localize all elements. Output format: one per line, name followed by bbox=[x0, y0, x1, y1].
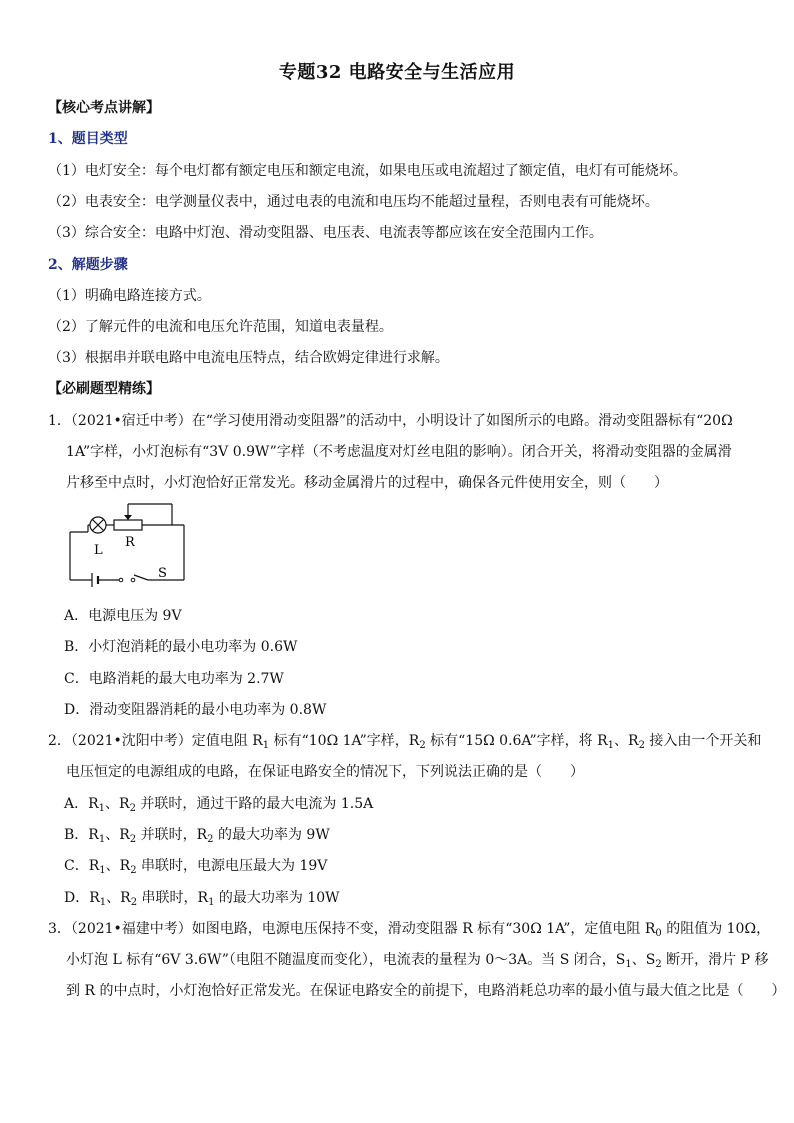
q1-option-a[interactable]: A．电源电压为 9V bbox=[64, 608, 182, 624]
switch-label: S bbox=[158, 566, 167, 581]
q1-option-b[interactable]: B．小灯泡消耗的最小电功率为 0.6W bbox=[64, 639, 298, 655]
page-title: 专题32 电路安全与生活应用 bbox=[278, 62, 516, 83]
step-item-1: （1）明确电路连接方式。 bbox=[48, 288, 211, 304]
rheostat-icon bbox=[114, 520, 142, 530]
q3-line-2: 小灯泡 L 标有“6V 3.6W”（电阻不随温度而变化），电流表的量程为 0～3A。当 S 闭合，$S_1$、$S_2$ 断开，滑片 P 移 bbox=[66, 952, 769, 970]
lamp-label: L bbox=[94, 543, 103, 558]
q2-option-d[interactable]: D．$R_1$、$R_2$ 串联时，$R_1$ 的最大功率为 10W bbox=[64, 890, 340, 908]
rheostat-label: R bbox=[125, 535, 135, 550]
step-item-2: （2）了解元件的电流和电压允许范围，知道电表量程。 bbox=[48, 319, 393, 335]
q3-line-3: 到 R 的中点时，小灯泡恰好正常发光。在保证电路安全的前提下，电路消耗总功率的最小值与最大值之比是（ ） bbox=[66, 983, 786, 999]
q2-option-b[interactable]: B．$R_1$、$R_2$ 并联时，$R_2$ 的最大功率为 9W bbox=[64, 827, 330, 845]
switch-icon bbox=[134, 575, 148, 580]
q2-option-a[interactable]: A．$R_1$、$R_2$ 并联时，通过干路的最大电流为 1.5A bbox=[64, 796, 374, 814]
q1-line-1: 1．（2021•宿迁中考）在“学习使用滑动变阻器”的活动中，小明设计了如图所示的电路。滑动变阻器标有“20Ω bbox=[48, 413, 733, 429]
q1-line-2: 1A”字样，小灯泡标有“3V 0.9W”字样（不考虑温度对灯丝电阻的影响）。闭合开关，将滑动变阻器的金属滑 bbox=[66, 444, 732, 460]
type-item-3: （3）综合安全：电路中灯泡、滑动变阻器、电压表、电流表等都应该在安全范围内工作。 bbox=[48, 225, 603, 241]
q3-line-1: 3．（2021•福建中考）如图电路，电源电压保持不变，滑动变阻器 R 标有“30Ω 1A”，定值电阻 $R_0$ 的阻值为 10Ω， bbox=[48, 921, 771, 939]
circuit-diagram bbox=[62, 498, 192, 590]
type-item-2: （2）电表安全：电学测量仪表中，通过电表的电流和电压均不能超过量程，否则电表有可能烧坏。 bbox=[48, 194, 659, 210]
subheading-question-types: 1、题目类型 bbox=[48, 131, 128, 147]
q1-line-3: 片移至中点时，小灯泡恰好正常发光。移动金属滑片的过程中，确保各元件使用安全，则（ ） bbox=[66, 475, 668, 491]
q2-option-c[interactable]: C．$R_1$、$R_2$ 串联时，电源电压最大为 19V bbox=[64, 858, 328, 876]
type-item-1: （1）电灯安全：每个电灯都有额定电压和额定电流，如果电压或电流超过了额定值，电灯有可能烧坏。 bbox=[48, 163, 687, 179]
section-heading-practice: 【必刷题型精练】 bbox=[48, 381, 160, 397]
q1-option-c[interactable]: C．电路消耗的最大电功率为 2.7W bbox=[64, 671, 284, 687]
section-heading-core: 【核心考点讲解】 bbox=[48, 100, 160, 116]
step-item-3: （3）根据串并联电路中电流电压特点，结合欧姆定律进行求解。 bbox=[48, 350, 449, 366]
subheading-solving-steps: 2、解题步骤 bbox=[48, 257, 128, 273]
q2-line-2: 电压恒定的电源组成的电路，在保证电路安全的情况下，下列说法正确的是（ ） bbox=[66, 764, 584, 780]
q1-option-d[interactable]: D．滑动变阻器消耗的最小电功率为 0.8W bbox=[64, 702, 327, 718]
q2-line-1: 2．（2021•沈阳中考）定值电阻 $R_1$ 标有“10Ω 1A”字样，$R_2$ 标有“15Ω 0.6A”字样，将 $R_1$、$R_2$ 接入由一个开关和 bbox=[48, 733, 762, 751]
